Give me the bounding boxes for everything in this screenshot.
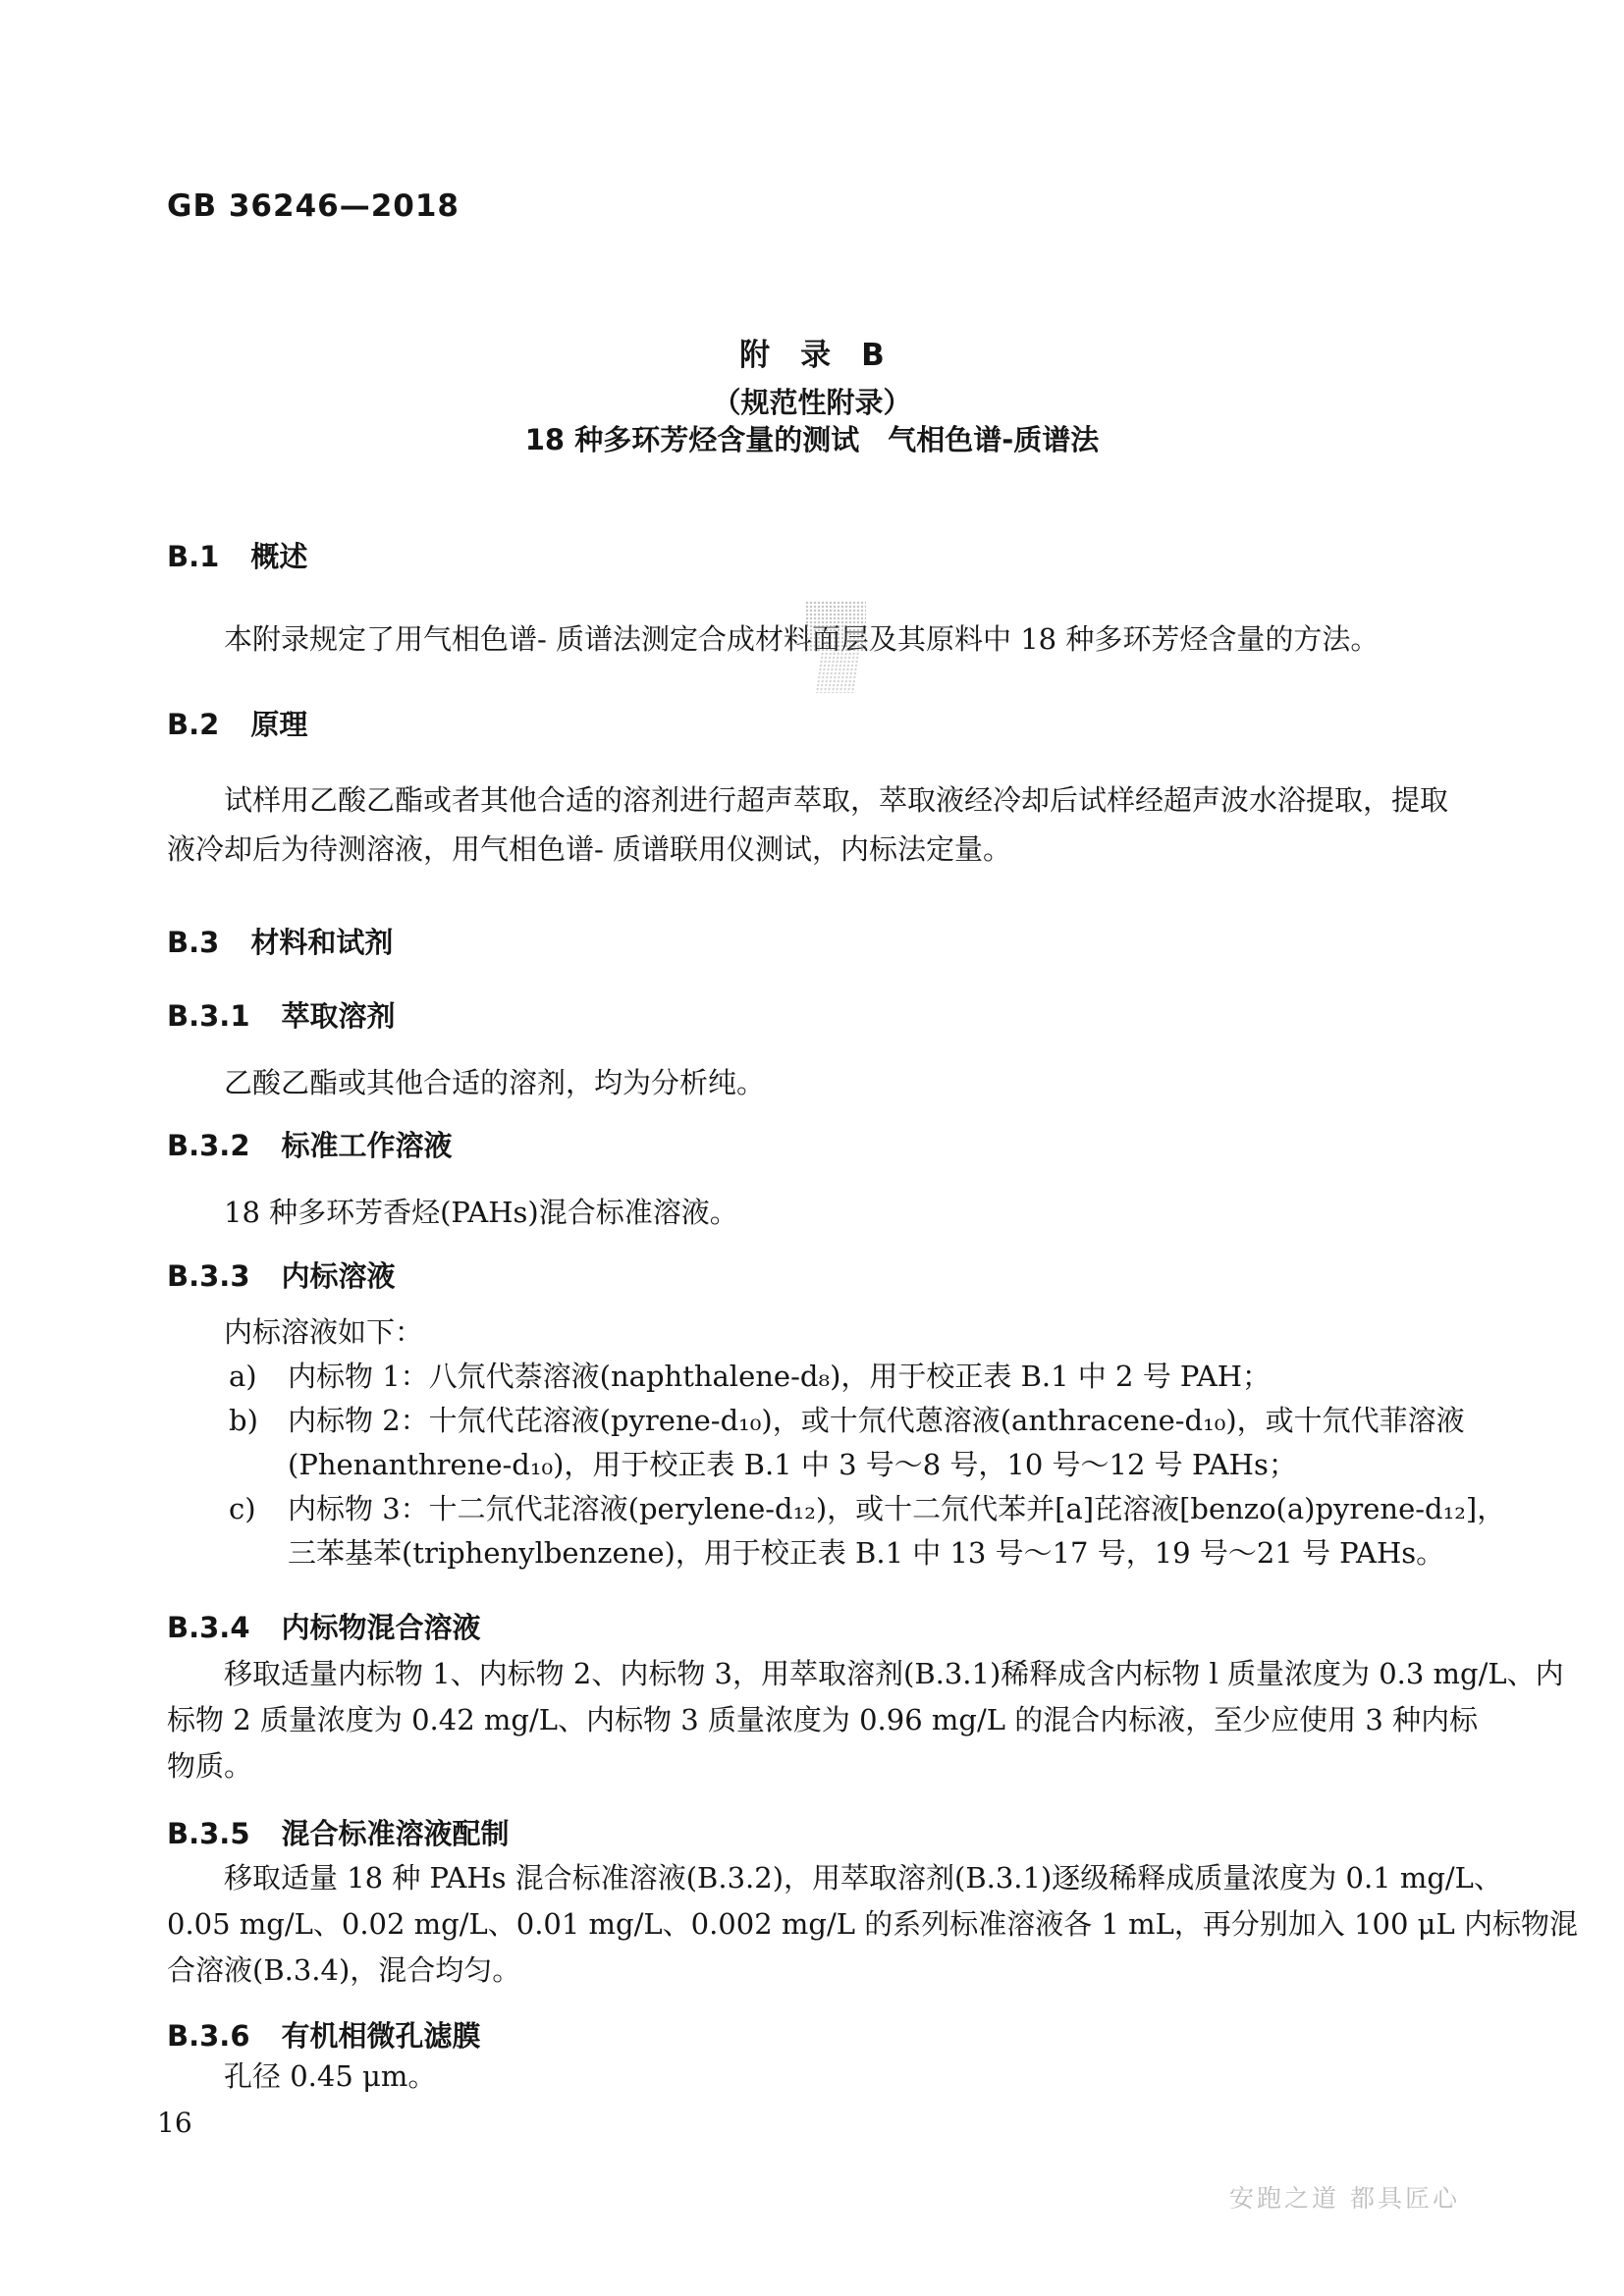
- section-b31-paragraph: [167, 1058, 1473, 1107]
- list-item-label: c): [229, 1492, 256, 1525]
- watermark-text: 安跑之道 都具匠心: [1229, 2184, 1460, 2213]
- section-heading-b34: [167, 1606, 481, 1646]
- standard-number: GB 36246—2018: [167, 188, 460, 224]
- appendix-type: （规范性附录）: [712, 386, 912, 419]
- list-item-a: [229, 1355, 1271, 1395]
- section-title: 有机相微孔滤膜: [281, 2019, 481, 2053]
- section-title: 原理: [250, 708, 308, 741]
- paragraph-line: 乙酸乙酯或其他合适的溶剂，均为分析纯。: [224, 1066, 766, 1099]
- list-item-text: 内标物 3：十二氘代苝溶液(perylene-d₁₂)，或十二氘代苯并[a]芘溶液[benzo(a)pyrene-d₁₂]，: [288, 1492, 1506, 1525]
- appendix-label: 附 录 B: [739, 338, 885, 373]
- section-b2-paragraph: [167, 775, 1473, 874]
- list-item-label: a): [229, 1360, 257, 1393]
- paragraph-line: 孔径 0.45 μm。: [224, 2059, 437, 2093]
- section-title: 混合标准溶液配制: [281, 1817, 510, 1850]
- section-title: 内标物混合溶液: [281, 1611, 481, 1644]
- list-item-b-continuation: [288, 1443, 1297, 1483]
- section-b33-intro: [224, 1310, 423, 1351]
- section-heading-b1: [167, 535, 307, 575]
- section-heading-b32: [167, 1124, 453, 1164]
- section-number: B.3.6: [167, 2019, 250, 2053]
- paragraph-line: 18 种多环芳香烃(PAHs)混合标准溶液。: [224, 1196, 738, 1229]
- scan-smudge-artifact: [805, 601, 866, 652]
- section-b32-paragraph: [167, 1188, 1473, 1237]
- list-item-b: [229, 1399, 1465, 1439]
- appendix-title: 18 种多环芳烃含量的测试 气相色谱-质谱法: [524, 423, 1100, 456]
- section-heading-b3: [167, 921, 393, 961]
- paragraph-line: 内标溶液如下：: [224, 1315, 424, 1349]
- list-item-text: 三苯基苯(triphenylbenzene)，用于校正表 B.1 中 13 号～17 号，19 号～21 号 PAHs。: [288, 1536, 1445, 1570]
- paragraph-line: 0.05 mg/L、0.02 mg/L、0.01 mg/L、0.002 mg/L 的系列标准溶液各 1 mL，再分别加入 100 μL 内标物混: [167, 1907, 1578, 1941]
- scan-smudge-tail-artifact: [815, 652, 860, 693]
- paragraph-line: 物质。: [167, 1749, 253, 1783]
- list-item-text: 内标物 2：十氘代芘溶液(pyrene-d₁₀)，或十氘代蒽溶液(anthracene-d₁₀)，或十氘代菲溶液: [288, 1404, 1465, 1437]
- section-title: 标准工作溶液: [281, 1129, 453, 1162]
- section-heading-b31: [167, 994, 396, 1035]
- section-title: 概述: [250, 540, 308, 573]
- section-b34-paragraph: [167, 1651, 1564, 1789]
- section-heading-b33: [167, 1255, 396, 1295]
- section-number: B.3.2: [167, 1129, 250, 1162]
- paragraph-line: 试样用乙酸乙酯或者其他合适的溶剂进行超声萃取，萃取液经冷却后试样经超声波水浴提取，提取: [224, 783, 1449, 817]
- section-number: B.3.5: [167, 1817, 250, 1850]
- section-number: B.3.4: [167, 1611, 250, 1644]
- section-number: B.3.3: [167, 1259, 250, 1293]
- section-number: B.3.1: [167, 999, 250, 1033]
- section-b35-paragraph: [167, 1855, 1578, 1994]
- list-item-label: b): [229, 1404, 258, 1437]
- section-number: B.2: [167, 708, 220, 741]
- section-heading-b2: [167, 703, 307, 743]
- section-title: 材料和试剂: [250, 926, 394, 959]
- paragraph-line: 本附录规定了用气相色谱- 质谱法测定合成材料面层及其原料中 18 种多环芳烃含量的方法。: [224, 622, 1380, 656]
- section-number: B.3: [167, 926, 220, 959]
- section-title: 内标溶液: [281, 1259, 396, 1293]
- section-b36-paragraph: [167, 2052, 1473, 2101]
- paragraph-line: 移取适量 18 种 PAHs 混合标准溶液(B.3.2)，用萃取溶剂(B.3.1)逐级稀释成质量浓度为 0.1 mg/L、: [224, 1861, 1502, 1895]
- list-item-text: (Phenanthrene-d₁₀)，用于校正表 B.1 中 3 号～8 号，10 号～12 号 PAHs；: [288, 1448, 1297, 1481]
- section-heading-b36: [167, 2014, 481, 2055]
- paragraph-line: 移取适量内标物 1、内标物 2、内标物 3，用萃取溶剂(B.3.1)稀释成含内标物 l 质量浓度为 0.3 mg/L、内: [224, 1657, 1564, 1690]
- list-item-text: 内标物 1：八氘代萘溶液(naphthalene-d₈)，用于校正表 B.1 中 2 号 PAH；: [288, 1360, 1271, 1393]
- list-item-c: [229, 1487, 1505, 1527]
- paragraph-line: 液冷却后为待测溶液，用气相色谱- 质谱联用仪测试，内标法定量。: [167, 832, 1012, 866]
- paragraph-line: 标物 2 质量浓度为 0.42 mg/L、内标物 3 质量浓度为 0.96 mg/L 的混合内标液，至少应使用 3 种内标: [167, 1703, 1479, 1736]
- section-number: B.1: [167, 540, 220, 573]
- section-title: 萃取溶剂: [281, 999, 396, 1033]
- paragraph-line: 合溶液(B.3.4)，混合均匀。: [167, 1953, 521, 1987]
- section-heading-b35: [167, 1812, 510, 1852]
- list-item-c-continuation: [288, 1531, 1444, 1572]
- page-number: 16: [157, 2107, 192, 2139]
